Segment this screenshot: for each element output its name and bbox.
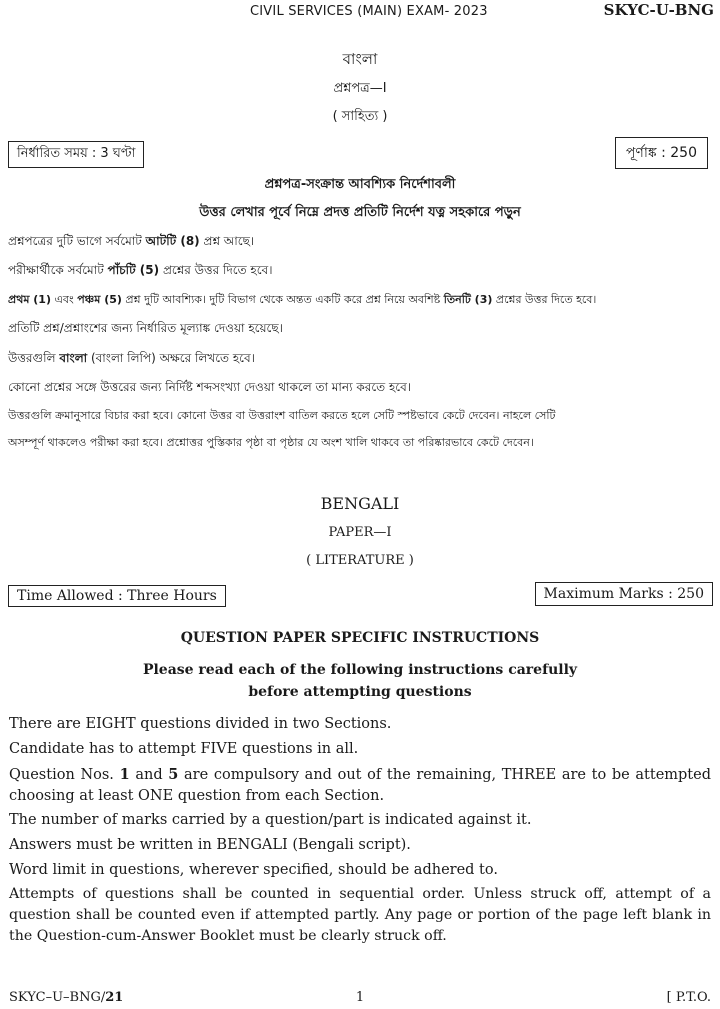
- english-sub: ( LITERATURE ): [306, 553, 414, 568]
- bengali-instruction-5: উত্তরগুলি বাংলা (বাংলা লিপি) অক্ষরে লিখতে হবে।: [8, 351, 255, 365]
- english-instruction-3: Question Nos. 1 and 5 are compulsory and out of the remaining, THREE are to be attempted choosing at least ONE question from each Section.: [9, 766, 711, 804]
- bengali-instruction-8: অসম্পূর্ণ থাকলেও পরীক্ষা করা হবে। প্রশ্নোত্তর পুস্তিকার পৃষ্ঠা বা পৃষ্ঠার যে অংশ খালি থাকবে তা পরিষ্কারভাবে কেটে দেবেন।: [8, 436, 534, 449]
- bengali-instruction-6: কোনো প্রশ্নের সঙ্গে উত্তরের জন্য নির্দিষ্ট শব্দসংখ্যা দেওয়া থাকলে তা মান্য করতে হবে।: [8, 380, 412, 394]
- english-instruction-1: There are EIGHT questions divided in two Sections.: [9, 716, 392, 732]
- english-heading-2: Please read each of the following instructions carefully: [142, 662, 578, 678]
- bengali-instruction-7: উত্তরগুলি ক্রমানুসারে বিচার করা হবে। কোনো উত্তর বা উত্তরাংশ বাতিল করতে হলে সেটি স্পষ্টভাবে কেটে দেবেন। নাহলে সেটি: [8, 409, 556, 422]
- pto-label: [ P.T.O.: [666, 990, 711, 1005]
- bengali-instruction-4: প্রতিটি প্রশ্ন/প্রশ্নাংশের জন্য নির্ধারিত মূল্যাঙ্ক দেওয়া হয়েছে।: [8, 321, 283, 335]
- bengali-heading-1: প্রশ্নপত্র-সংক্রান্ত আবশ্যিক নির্দেশাবলী: [264, 177, 456, 192]
- english-heading-1: QUESTION PAPER SPECIFIC INSTRUCTIONS: [180, 630, 540, 646]
- english-subject: BENGALI: [320, 494, 400, 513]
- bengali-instruction-1: প্রশ্নপত্রের দুটি ভাগে সর্বমোট আটটি (8) প্রশ্ন আছে।: [8, 234, 255, 248]
- bengali-paper: প্রশ্নপত্র—I: [333, 81, 387, 96]
- bengali-heading-2: উত্তর লেখার পূর্বে নিম্নে প্রদত্ত প্রতিটি নির্দেশ যত্ন সহকারে পড়ুন: [199, 205, 521, 220]
- english-instruction-6: Word limit in questions, wherever specified, should be adhered to.: [9, 862, 498, 878]
- bengali-subject: বাংলা: [342, 50, 378, 68]
- english-time-box: Time Allowed : Three Hours: [8, 585, 226, 607]
- english-instruction-2: Candidate has to attempt FIVE questions in all.: [9, 741, 359, 757]
- bengali-marks-box: পূর্ণাঙ্ক : 250: [615, 137, 708, 169]
- page-number: 1: [355, 990, 365, 1005]
- english-paper: PAPER—I: [328, 525, 392, 540]
- bengali-time-box: নির্ধারিত সময় : 3 ঘণ্টা: [8, 141, 144, 168]
- exam-title: CIVIL SERVICES (MAIN) EXAM- 2023: [250, 4, 488, 19]
- bengali-instruction-2: পরীক্ষার্থীকে সর্বমোট পাঁচটি (5) প্রশ্নের উত্তর দিতে হবে।: [8, 263, 273, 277]
- english-instruction-7: Attempts of questions shall be counted in sequential order. Unless struck off, attempt of a question shall be counted even if attempted partly. Any page or portion of the page left blank in the Question-cum-Answer Booklet must be clearly struck off.: [9, 886, 711, 944]
- bengali-sub: ( সাহিত্য ): [332, 109, 388, 124]
- paper-code: SKYC-U-BNG: [603, 1, 714, 19]
- english-marks-box: Maximum Marks : 250: [535, 582, 713, 606]
- english-instruction-4: The number of marks carried by a question/part is indicated against it.: [9, 812, 532, 828]
- english-instruction-5: Answers must be written in BENGALI (Bengali script).: [9, 837, 411, 853]
- bengali-instruction-3: প্রথম (1) এবং পঞ্চম (5) প্রশ্ন দুটি আবশ্যিক। দুটি বিভাগ থেকে অন্তত একটি করে প্রশ্ন নিয়ে অবশিষ্ট তিনটি (3) প্রশ্নের উত্তর দিতে হবে।: [8, 293, 597, 306]
- footer-code: SKYC–U–BNG/21: [9, 990, 124, 1005]
- english-heading-3: before attempting questions: [248, 684, 472, 700]
